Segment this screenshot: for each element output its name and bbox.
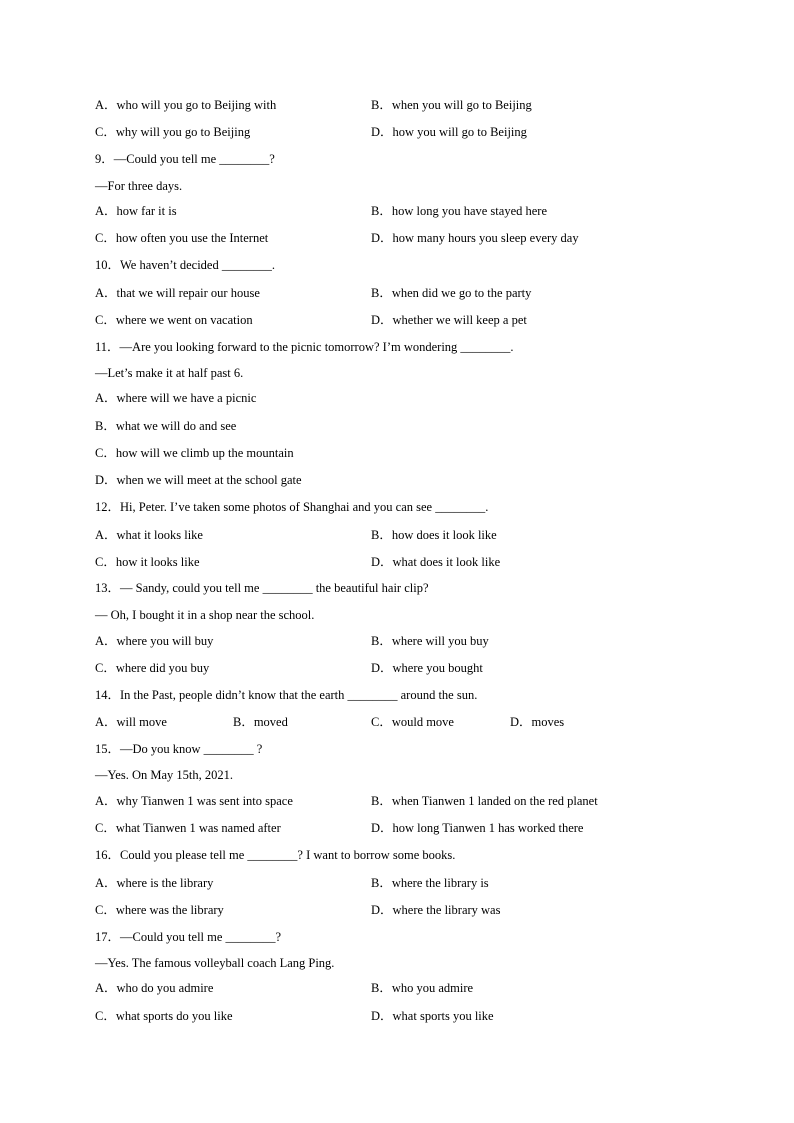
answer-option: C．what Tianwen 1 was named after [95, 821, 281, 835]
dialogue-line: —Let’s make it at half past 6. [95, 366, 244, 380]
question-text: 12．Hi, Peter. I’ve taken some photos of Shanghai and you can see ________. [95, 500, 489, 514]
answer-option: A．will move [95, 715, 167, 729]
answer-option: A．who will you go to Beijing with [95, 98, 277, 112]
answer-option: B．what we will do and see [95, 419, 237, 433]
question-text: 16．Could you please tell me ________? I want to borrow some books. [95, 848, 456, 862]
answer-option: D．when we will meet at the school gate [95, 473, 302, 487]
answer-option: C．why will you go to Beijing [95, 125, 251, 139]
question-text: 17．—Could you tell me ________? [95, 930, 282, 944]
answer-option: C．where was the library [95, 903, 224, 917]
answer-option: B．when you will go to Beijing [371, 98, 532, 112]
answer-option: D．how many hours you sleep every day [371, 231, 579, 245]
answer-option: A．that we will repair our house [95, 286, 260, 300]
question-text: 14．In the Past, people didn’t know that the earth ________ around the sun. [95, 688, 478, 702]
dialogue-line: —For three days. [95, 179, 183, 193]
answer-option: A．how far it is [95, 204, 177, 218]
dialogue-line: — Oh, I bought it in a shop near the school. [95, 608, 315, 622]
answer-option: C．where did you buy [95, 661, 210, 675]
answer-option: B．moved [233, 715, 288, 729]
answer-option: C．how often you use the Internet [95, 231, 269, 245]
question-text: 15．—Do you know ________ ? [95, 742, 263, 756]
answer-option: B．how does it look like [371, 528, 497, 542]
answer-option: B．how long you have stayed here [371, 204, 548, 218]
question-text: 10．We haven’t decided ________. [95, 258, 275, 272]
answer-option: D．what sports you like [371, 1009, 494, 1023]
answer-option: D．where the library was [371, 903, 501, 917]
answer-option: D．moves [510, 715, 565, 729]
answer-option: D．how you will go to Beijing [371, 125, 527, 139]
answer-option: A．why Tianwen 1 was sent into space [95, 794, 293, 808]
answer-option: D．whether we will keep a pet [371, 313, 527, 327]
question-text: 13．— Sandy, could you tell me ________ the beautiful hair clip? [95, 581, 429, 595]
answer-option: B．where the library is [371, 876, 489, 890]
answer-option: C．where we went on vacation [95, 313, 253, 327]
answer-option: A．where is the library [95, 876, 214, 890]
question-text: 11．—Are you looking forward to the picnic tomorrow? I’m wondering ________. [95, 340, 514, 354]
answer-option: D．how long Tianwen 1 has worked there [371, 821, 584, 835]
answer-option: C．would move [371, 715, 454, 729]
answer-option: B．when did we go to the party [371, 286, 532, 300]
dialogue-line: —Yes. On May 15th, 2021. [95, 768, 233, 782]
answer-option: C．how it looks like [95, 555, 200, 569]
answer-option: B．when Tianwen 1 landed on the red planet [371, 794, 598, 808]
question-text: 9．—Could you tell me ________? [95, 152, 275, 166]
answer-option: A．who do you admire [95, 981, 214, 995]
answer-option: B．where will you buy [371, 634, 489, 648]
answer-option: A．where will we have a picnic [95, 391, 257, 405]
answer-option: A．what it looks like [95, 528, 203, 542]
answer-option: B．who you admire [371, 981, 474, 995]
answer-option: C．what sports do you like [95, 1009, 233, 1023]
answer-option: D．where you bought [371, 661, 483, 675]
answer-option: C．how will we climb up the mountain [95, 446, 294, 460]
answer-option: A．where you will buy [95, 634, 214, 648]
dialogue-line: —Yes. The famous volleyball coach Lang Ping. [95, 956, 335, 970]
answer-option: D．what does it look like [371, 555, 501, 569]
